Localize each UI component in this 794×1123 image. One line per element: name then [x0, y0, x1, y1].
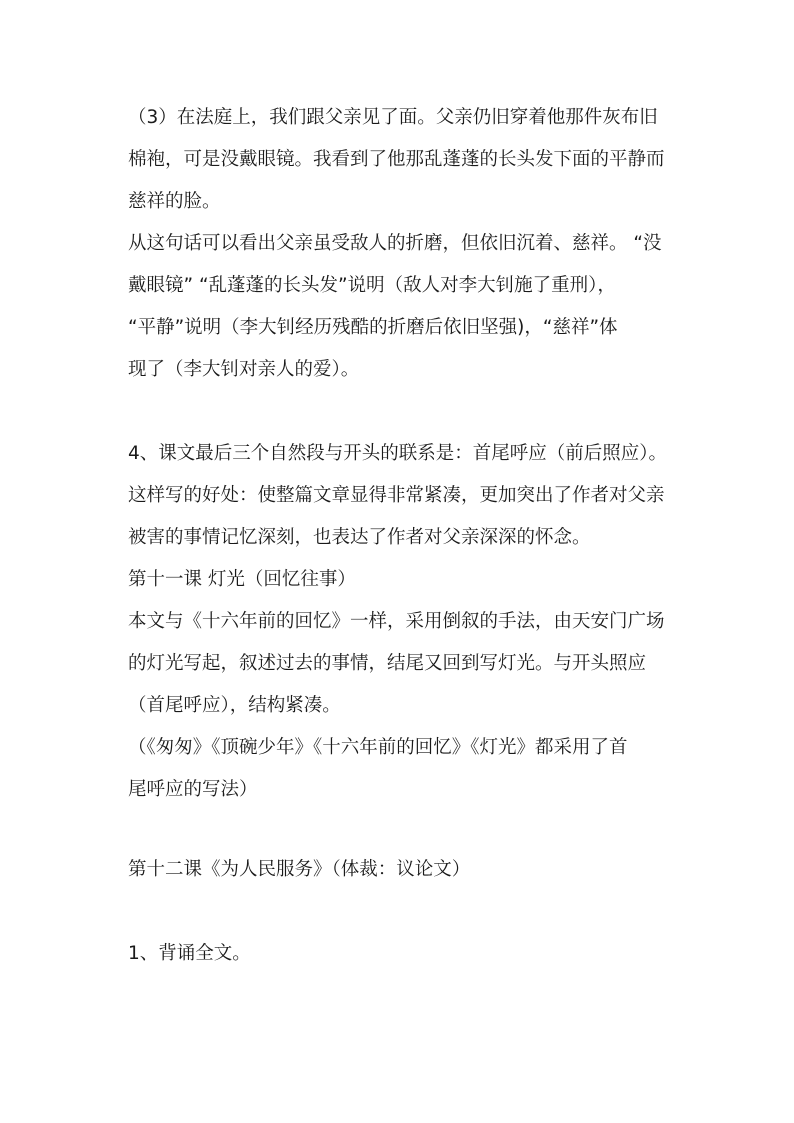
text-line: （首尾呼应），结构紧凑。 [128, 695, 341, 716]
text-line: 1、背诵全文。 [128, 943, 251, 964]
text-line: 的灯光写起，叙述过去的事情，结尾又回到写灯光。与开头照应 [128, 653, 647, 674]
text-line: 慈祥的脸。 [128, 191, 221, 212]
text-line: 现了（李大钊对亲人的爱）。 [128, 359, 360, 380]
text-line: 从这句话可以看出父亲虽受敌人的折磨，但依旧沉着、慈祥。 “没 [128, 233, 662, 254]
text-line: 棉袍，可是没戴眼镜。我看到了他那乱蓬蓬的长头发下面的平静而 [128, 149, 665, 170]
text-line: 尾呼应的写法） [128, 779, 258, 800]
text-line: 被害的事情记忆深刻，也表达了作者对父亲深深的怀念。 [128, 527, 591, 548]
text-line: （《匆匆》《顶碗少年》《十六年前的回忆》《灯光》都采用了首 [128, 737, 628, 758]
section-heading: 第十一课 灯光（回忆往事） [128, 569, 356, 590]
text-line: 4、课文最后三个自然段与开头的联系是：首尾呼应（前后照应）。 [128, 443, 668, 464]
text-line: （3）在法庭上，我们跟父亲见了面。父亲仍旧穿着他那件灰布旧 [128, 107, 658, 128]
text-line: 这样写的好处：使整篇文章显得非常紧凑，更加突出了作者对父亲 [128, 485, 665, 506]
text-line: 戴眼镜” “乱蓬蓬的长头发”说明（敌人对李大钊施了重刑）， [128, 275, 616, 296]
section-heading: 第十二课《为人民服务》（体裁：议论文） [128, 859, 471, 880]
text-line: 本文与《十六年前的回忆》一样，采用倒叙的手法，由天安门广场 [128, 611, 665, 632]
text-line: “平静”说明（李大钊经历残酷的折磨后依旧坚强)，“慈祥”体 [128, 317, 618, 338]
